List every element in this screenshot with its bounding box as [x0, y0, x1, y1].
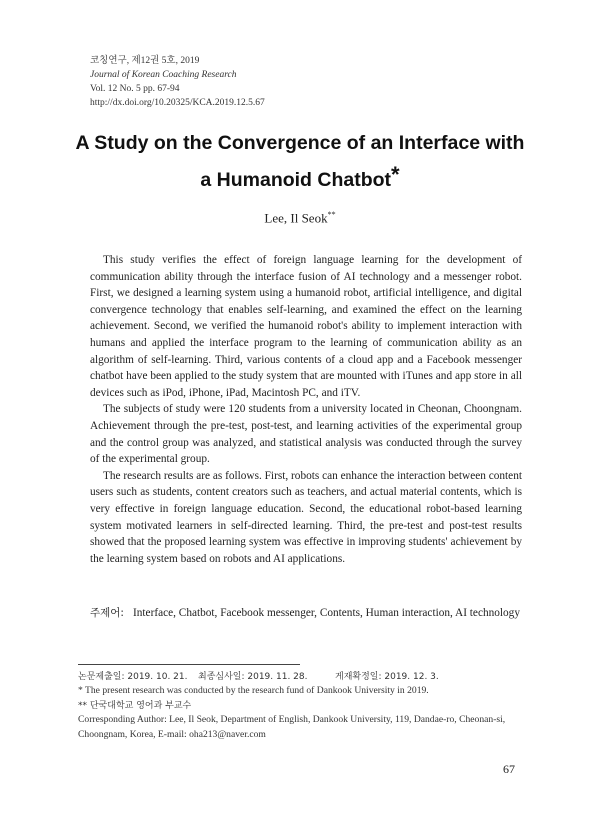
funding-note: * The present research was conducted by the research fund of Dankook University in 2019.: [78, 685, 429, 697]
keywords-label: 주제어:: [90, 607, 124, 619]
page-number: 67: [503, 762, 515, 776]
journal-header: [90, 54, 265, 110]
title-line-2: [60, 159, 540, 196]
affiliation-note: ** 단국대학교 영어과 부교수: [78, 700, 192, 711]
journal-name: Journal of Korean Coaching Research: [90, 70, 237, 80]
footnote-divider: [78, 664, 300, 665]
keywords: [90, 605, 522, 622]
keywords-text: Interface, Chatbot, Facebook messenger, Contents, Human interaction, AI technology: [133, 607, 520, 619]
abstract-paragraph-1: This study verifies the effect of foreign language learning for the development of communication ability through the interface fusion of AI technology and a messenger robot. First, we designed a learning system using a humanoid robot, artificial intelligence, and digital convergence technology that enables self-learning, and examined the effect on the learning achievement. Second, we verified the humanoid robot's ability to implement interaction with humans and applied the interface program to the learning of communication ability as an algorithm of self-learning. Third, various contents of a cloud app and a Facebook messenger chatbot have been applied to the study system that are mounted with iTunes and app store in all devices such as iPod, iPhone, iPad, Macintosh PC, and iTV.: [90, 254, 522, 399]
footnotes: [78, 670, 528, 742]
author-footnote-mark: **: [327, 210, 336, 219]
abstract-paragraph-3: The research results are as follows. First, robots can enhance the interaction between content users such as students, content creators such as teachers, and actual material contents, which is very effective in foreign language education. Second, the educational robot-based learning system motivated learners in self-directed learning. Third, the pre-test and post-test results showed that the proposed learning system was effective in improving students' achievement by the learning system based on robots and AI applications.: [90, 469, 522, 565]
abstract-paragraph-2: The subjects of study were 120 students from a university located in Cheonan, Choongnam. Achievement through the pre-test, post-test, and learning activities of the experimental group and the control group was analyzed, and statistical analysis was conducted through the survey of the experimental group.: [90, 403, 522, 466]
title-footnote-mark: *: [391, 162, 400, 187]
journal-volume: Vol. 12 No. 5 pp. 67-94: [90, 84, 180, 94]
author-line: [0, 210, 600, 226]
journal-korean-line: 코칭연구, 제12권 5호, 2019: [90, 56, 200, 66]
date-submitted: 논문제출일: 2019. 10. 21.: [78, 672, 188, 682]
title-line-1: A Study on the Convergence of an Interface with: [75, 132, 525, 154]
paper-title: [60, 128, 540, 196]
date-reviewed: 최종심사일: 2019. 11. 28.: [198, 672, 308, 682]
corresponding-author: Corresponding Author: Lee, Il Seok, Department of English, Dankook University, 119, Dandae-ro, Cheonan-si, Choongnam, Korea, E-mail: oha213@naver.com: [78, 714, 506, 740]
journal-doi-link[interactable]: http://dx.doi.org/10.20325/KCA.2019.12.5.67: [90, 98, 265, 108]
abstract: [90, 252, 522, 567]
date-accepted: 게재확정일: 2019. 12. 3.: [335, 672, 439, 682]
author-name: Lee, Il Seok: [264, 210, 328, 226]
title-line-2-text: a Humanoid Chatbot: [200, 169, 392, 191]
submission-dates: [78, 670, 528, 684]
